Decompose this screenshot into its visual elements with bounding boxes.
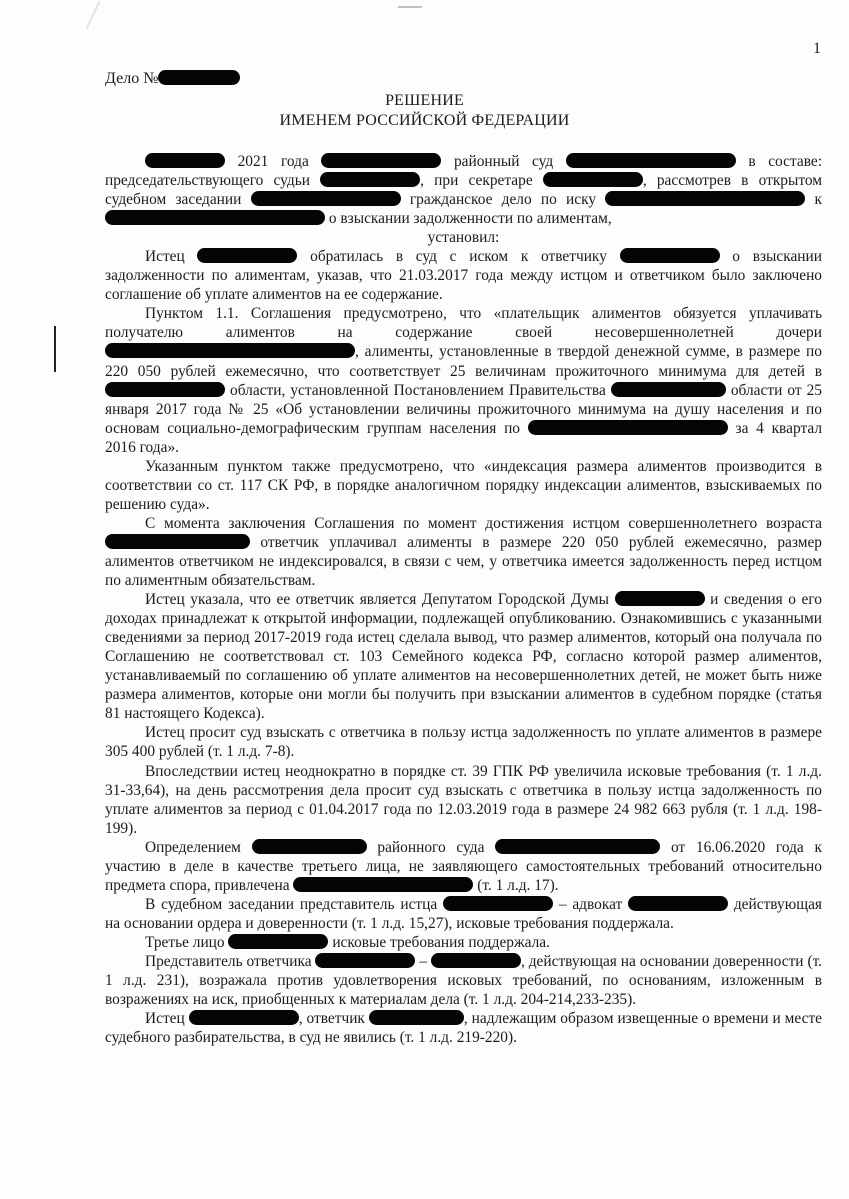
scan-artifact (86, 1, 100, 29)
redaction (605, 191, 805, 206)
paragraph-deputy: Истец указала, что ее ответчик является Депутатом Городской Думы и сведения о его доходах принадлежат к открытой информации, подлежащей опубликованию. Ознакомившись с указанными сведениями за период 2017-2019 года истец сделала вывод, что размер алиментов, который она получала по Соглашению не соответствовал ст. 103 Семейного кодекса РФ, согласно которой размер алиментов, устанавливаемый по соглашению об уплате алиментов на несовершеннолетних детей, не может быть ниже размера алиментов, которые они могли бы получить при взыскании алиментов в судебном порядке (статья 81 настоящего Кодекса). (105, 591, 822, 723)
redaction (615, 591, 705, 606)
redaction (369, 1010, 464, 1025)
redaction (105, 382, 225, 397)
case-label: Дело № (105, 70, 159, 87)
redaction (105, 210, 325, 225)
redaction (251, 191, 401, 206)
paragraph-clause: Пунктом 1.1. Соглашения предусмотрено, что «плательщик алиментов обязуется уплачивать получателю алиментов на содержание своей несовершеннолетней дочери , алименты, установленные в твердой денежной сумме, в размере по 220 050 рублей ежемесячно, что соответствует 25 величинам прожиточного минимума для детей в области, установленной Постановлением Правительства области от 25 января 2017 года № 25 «Об установлении величины прожиточного минимума на душу населения и по основам социально-демографическим группам населения по за 4 квартал 2016 года». (105, 305, 823, 456)
document-body (105, 152, 822, 1047)
paragraph-indexation: Указанным пунктом также предусмотрено, что «индексация размера алиментов производится в соответствии со ст. 117 СК РФ, в порядке аналогичном порядку индексации алиментов, взыскиваемых по решению суда». (105, 457, 822, 513)
section-heading-established: установил: (427, 229, 500, 247)
document-title: РЕШЕНИЕ (385, 92, 464, 109)
redaction (320, 172, 420, 187)
redaction (158, 70, 240, 85)
paragraph-increase: Впоследствии истец неоднократно в порядке ст. 39 ГПК РФ увеличила исковые требования (т. 1 л.д. 31-33,64), на день рассмотрения дела просит суд взыскать с ответчика в пользу истца задолженность по уплате алиментов за период с 01.04.2017 года по 12.03.2019 года в размере 24 982 663 рубля (т. 1 л.д. 198-199). (105, 762, 822, 837)
case-number-line (105, 70, 240, 88)
redaction (321, 153, 441, 168)
paragraph-representative: В судебном заседании представитель истца – адвокат действующая на основании ордера и доверенности (т. 1 л.д. 15,27), исковые требования поддержала. (105, 895, 822, 932)
redaction (105, 343, 355, 358)
redaction (145, 153, 225, 168)
scan-artifact (398, 6, 422, 8)
redaction (495, 839, 660, 854)
paragraph-request: Истец просит суд взыскать с ответчика в пользу истца задолженность по уплате алиментов в размере 305 400 рублей (т. 1 л.д. 7-8). (105, 724, 822, 761)
redaction (443, 896, 553, 911)
paragraph-defendant-rep: Представитель ответчика – , действующая на основании доверенности (т. 1 л.д. 231), возражала против удовлетворения исковых требований, по основаниям, изложенным в возражениях на иск, приобщенных к материалам дела (т. 1 л.д. 204-214,233-235). (105, 952, 822, 1009)
redaction (228, 934, 328, 949)
redaction (252, 839, 367, 854)
redaction (315, 953, 415, 968)
document-subtitle: ИМЕНЕМ РОССИЙСКОЙ ФЕДЕРАЦИИ (279, 112, 570, 129)
paragraph-payments: С момента заключения Соглашения по момент достижения истцом совершеннолетнего возраста ответчик уплачивал алименты в размере 220 050 рублей ежемесячно, размер алиментов ответчиком не индексировался, в связи с чем, у ответчика имеется задолженность перед истцом по алиментным обязательствам. (105, 514, 822, 590)
paragraph-claim: Истец обратилась в суд с иском к ответчику о взыскании задолженности по алиментам, указав, что 21.03.2017 года между истцом и ответчиком было заключено соглашение об уплате алиментов на ее содержание. (105, 248, 822, 304)
redaction (189, 1010, 299, 1025)
page-number: 1 (813, 40, 821, 57)
redaction (431, 953, 521, 968)
redaction (197, 248, 297, 263)
paragraph-intro: 2021 года районный суд в составе: председательствующего судьи , при секретаре , рассмотрев в открытом судебном заседании гражданское дело по иску к о взыскании задолженности по алиментам, (105, 153, 822, 228)
redaction (528, 420, 728, 435)
paragraph-absence: Истец , ответчик , надлежащим образом извещенные о времени и месте судебного разбирательства, в суд не явились (т. 1 л.д. 219-220). (105, 1010, 822, 1047)
redaction (543, 172, 643, 187)
redaction (628, 896, 728, 911)
redaction (611, 382, 726, 397)
redaction (105, 534, 250, 549)
paragraph-third-party: Определением районного суда от 16.06.2020 года к участию в деле в качестве третьего лица, не заявляющего самостоятельных требований относительно предмета спора, привлечена (т. 1 л.д. 17). (105, 838, 822, 894)
margin-mark (54, 326, 56, 372)
redaction (566, 153, 736, 168)
redaction (293, 877, 473, 892)
redaction (620, 248, 720, 263)
paragraph-third-person: Третье лицо исковые требования поддержала. (145, 933, 550, 951)
